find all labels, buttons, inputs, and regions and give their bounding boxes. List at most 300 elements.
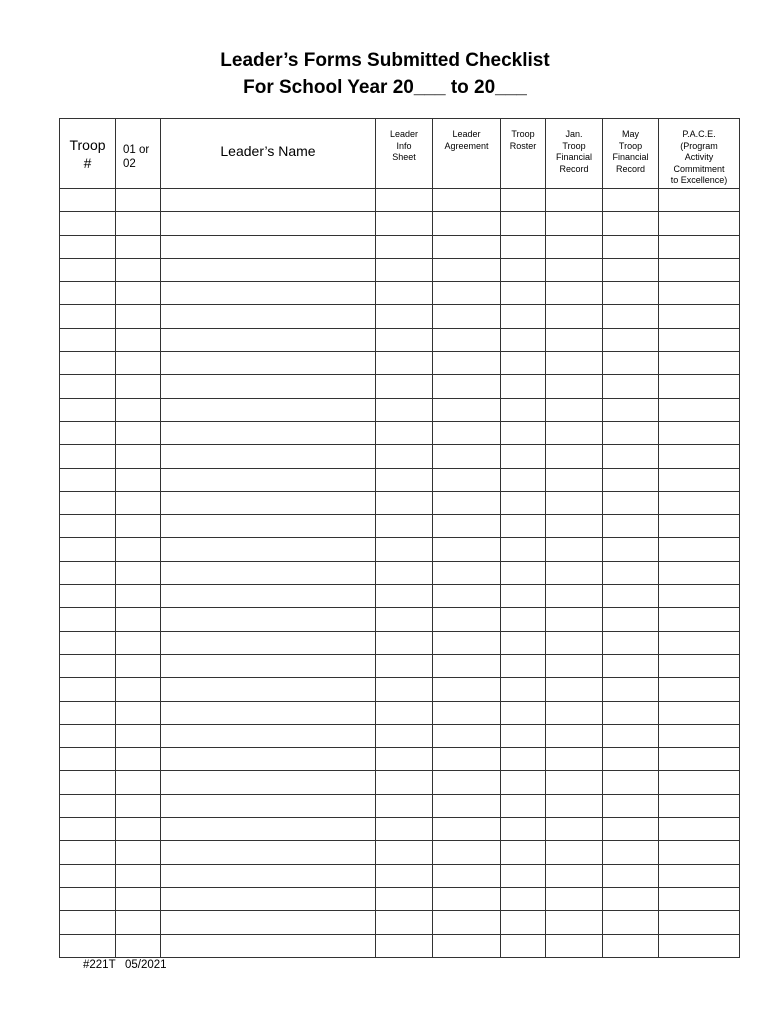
cell-01-or-02[interactable]	[116, 864, 161, 887]
cell-pace[interactable]	[659, 794, 740, 817]
cell-troop-roster[interactable]	[501, 911, 546, 934]
cell-may-financial-record[interactable]	[603, 748, 659, 771]
cell-pace[interactable]	[659, 305, 740, 328]
cell-jan-financial-record[interactable]	[546, 305, 603, 328]
cell-troop-number[interactable]	[60, 212, 116, 235]
cell-leader-agreement[interactable]	[433, 654, 501, 677]
cell-leader-agreement[interactable]	[433, 328, 501, 351]
cell-leader-agreement[interactable]	[433, 911, 501, 934]
cell-leader-agreement[interactable]	[433, 421, 501, 444]
cell-leaders-name[interactable]	[161, 911, 376, 934]
cell-pace[interactable]	[659, 235, 740, 258]
cell-leader-agreement[interactable]	[433, 515, 501, 538]
cell-troop-roster[interactable]	[501, 189, 546, 212]
cell-leader-agreement[interactable]	[433, 934, 501, 957]
cell-01-or-02[interactable]	[116, 328, 161, 351]
cell-01-or-02[interactable]	[116, 235, 161, 258]
cell-may-financial-record[interactable]	[603, 352, 659, 375]
cell-pace[interactable]	[659, 771, 740, 794]
cell-troop-roster[interactable]	[501, 654, 546, 677]
cell-01-or-02[interactable]	[116, 631, 161, 654]
cell-may-financial-record[interactable]	[603, 608, 659, 631]
cell-leader-info-sheet[interactable]	[376, 585, 433, 608]
cell-leaders-name[interactable]	[161, 864, 376, 887]
cell-leader-info-sheet[interactable]	[376, 887, 433, 910]
cell-troop-number[interactable]	[60, 375, 116, 398]
cell-may-financial-record[interactable]	[603, 538, 659, 561]
cell-troop-roster[interactable]	[501, 212, 546, 235]
cell-leader-agreement[interactable]	[433, 678, 501, 701]
cell-leader-agreement[interactable]	[433, 445, 501, 468]
cell-01-or-02[interactable]	[116, 748, 161, 771]
cell-01-or-02[interactable]	[116, 608, 161, 631]
cell-leaders-name[interactable]	[161, 818, 376, 841]
cell-pace[interactable]	[659, 258, 740, 281]
cell-may-financial-record[interactable]	[603, 934, 659, 957]
cell-leaders-name[interactable]	[161, 561, 376, 584]
cell-troop-number[interactable]	[60, 282, 116, 305]
cell-leader-info-sheet[interactable]	[376, 748, 433, 771]
cell-pace[interactable]	[659, 561, 740, 584]
cell-troop-roster[interactable]	[501, 864, 546, 887]
cell-pace[interactable]	[659, 724, 740, 747]
cell-pace[interactable]	[659, 818, 740, 841]
cell-01-or-02[interactable]	[116, 771, 161, 794]
cell-troop-number[interactable]	[60, 841, 116, 864]
cell-leaders-name[interactable]	[161, 235, 376, 258]
cell-01-or-02[interactable]	[116, 911, 161, 934]
cell-leaders-name[interactable]	[161, 189, 376, 212]
cell-troop-number[interactable]	[60, 724, 116, 747]
cell-leader-agreement[interactable]	[433, 375, 501, 398]
table-row	[60, 212, 740, 235]
cell-leader-info-sheet[interactable]	[376, 212, 433, 235]
cell-troop-number[interactable]	[60, 794, 116, 817]
cell-may-financial-record[interactable]	[603, 887, 659, 910]
cell-may-financial-record[interactable]	[603, 328, 659, 351]
cell-troop-number[interactable]	[60, 235, 116, 258]
cell-leader-info-sheet[interactable]	[376, 818, 433, 841]
cell-pace[interactable]	[659, 328, 740, 351]
cell-leaders-name[interactable]	[161, 701, 376, 724]
cell-pace[interactable]	[659, 934, 740, 957]
cell-leader-info-sheet[interactable]	[376, 189, 433, 212]
cell-troop-number[interactable]	[60, 421, 116, 444]
cell-leaders-name[interactable]	[161, 305, 376, 328]
cell-pace[interactable]	[659, 445, 740, 468]
cell-leader-info-sheet[interactable]	[376, 678, 433, 701]
cell-pace[interactable]	[659, 375, 740, 398]
cell-jan-financial-record[interactable]	[546, 398, 603, 421]
cell-troop-number[interactable]	[60, 631, 116, 654]
cell-01-or-02[interactable]	[116, 515, 161, 538]
cell-troop-roster[interactable]	[501, 258, 546, 281]
cell-01-or-02[interactable]	[116, 538, 161, 561]
cell-leader-info-sheet[interactable]	[376, 631, 433, 654]
cell-leader-info-sheet[interactable]	[376, 421, 433, 444]
cell-jan-financial-record[interactable]	[546, 538, 603, 561]
cell-jan-financial-record[interactable]	[546, 445, 603, 468]
cell-leader-agreement[interactable]	[433, 887, 501, 910]
cell-troop-roster[interactable]	[501, 934, 546, 957]
cell-jan-financial-record[interactable]	[546, 887, 603, 910]
cell-jan-financial-record[interactable]	[546, 585, 603, 608]
cell-troop-roster[interactable]	[501, 445, 546, 468]
cell-may-financial-record[interactable]	[603, 561, 659, 584]
cell-troop-number[interactable]	[60, 352, 116, 375]
cell-troop-number[interactable]	[60, 818, 116, 841]
cell-jan-financial-record[interactable]	[546, 352, 603, 375]
cell-01-or-02[interactable]	[116, 841, 161, 864]
cell-troop-roster[interactable]	[501, 818, 546, 841]
cell-jan-financial-record[interactable]	[546, 189, 603, 212]
cell-leader-info-sheet[interactable]	[376, 841, 433, 864]
cell-troop-number[interactable]	[60, 561, 116, 584]
cell-troop-roster[interactable]	[501, 887, 546, 910]
cell-jan-financial-record[interactable]	[546, 282, 603, 305]
cell-troop-number[interactable]	[60, 189, 116, 212]
cell-leader-info-sheet[interactable]	[376, 468, 433, 491]
cell-jan-financial-record[interactable]	[546, 468, 603, 491]
cell-jan-financial-record[interactable]	[546, 491, 603, 514]
cell-leader-agreement[interactable]	[433, 258, 501, 281]
cell-pace[interactable]	[659, 421, 740, 444]
cell-pace[interactable]	[659, 468, 740, 491]
cell-leader-agreement[interactable]	[433, 561, 501, 584]
cell-jan-financial-record[interactable]	[546, 561, 603, 584]
cell-pace[interactable]	[659, 864, 740, 887]
cell-leader-info-sheet[interactable]	[376, 911, 433, 934]
cell-leader-agreement[interactable]	[433, 818, 501, 841]
cell-leader-agreement[interactable]	[433, 538, 501, 561]
cell-troop-roster[interactable]	[501, 794, 546, 817]
cell-leader-info-sheet[interactable]	[376, 305, 433, 328]
cell-troop-number[interactable]	[60, 305, 116, 328]
cell-pace[interactable]	[659, 398, 740, 421]
cell-troop-number[interactable]	[60, 654, 116, 677]
cell-leader-info-sheet[interactable]	[376, 398, 433, 421]
cell-leader-agreement[interactable]	[433, 585, 501, 608]
cell-troop-number[interactable]	[60, 538, 116, 561]
cell-leaders-name[interactable]	[161, 748, 376, 771]
cell-leader-agreement[interactable]	[433, 398, 501, 421]
cell-troop-roster[interactable]	[501, 235, 546, 258]
cell-leader-agreement[interactable]	[433, 305, 501, 328]
cell-leaders-name[interactable]	[161, 934, 376, 957]
cell-may-financial-record[interactable]	[603, 445, 659, 468]
cell-may-financial-record[interactable]	[603, 189, 659, 212]
cell-leader-agreement[interactable]	[433, 282, 501, 305]
cell-pace[interactable]	[659, 515, 740, 538]
cell-troop-roster[interactable]	[501, 678, 546, 701]
cell-01-or-02[interactable]	[116, 468, 161, 491]
cell-jan-financial-record[interactable]	[546, 235, 603, 258]
cell-pace[interactable]	[659, 608, 740, 631]
cell-leader-info-sheet[interactable]	[376, 445, 433, 468]
cell-01-or-02[interactable]	[116, 398, 161, 421]
cell-leader-agreement[interactable]	[433, 468, 501, 491]
cell-jan-financial-record[interactable]	[546, 258, 603, 281]
cell-troop-roster[interactable]	[501, 724, 546, 747]
cell-pace[interactable]	[659, 887, 740, 910]
cell-jan-financial-record[interactable]	[546, 375, 603, 398]
cell-may-financial-record[interactable]	[603, 818, 659, 841]
cell-may-financial-record[interactable]	[603, 678, 659, 701]
cell-leaders-name[interactable]	[161, 212, 376, 235]
cell-leader-info-sheet[interactable]	[376, 864, 433, 887]
cell-leader-info-sheet[interactable]	[376, 934, 433, 957]
cell-jan-financial-record[interactable]	[546, 701, 603, 724]
cell-pace[interactable]	[659, 678, 740, 701]
cell-pace[interactable]	[659, 841, 740, 864]
cell-leader-info-sheet[interactable]	[376, 654, 433, 677]
cell-01-or-02[interactable]	[116, 352, 161, 375]
cell-troop-roster[interactable]	[501, 352, 546, 375]
cell-leader-agreement[interactable]	[433, 491, 501, 514]
cell-pace[interactable]	[659, 748, 740, 771]
cell-01-or-02[interactable]	[116, 724, 161, 747]
cell-troop-roster[interactable]	[501, 631, 546, 654]
cell-troop-roster[interactable]	[501, 468, 546, 491]
cell-troop-number[interactable]	[60, 864, 116, 887]
cell-leaders-name[interactable]	[161, 258, 376, 281]
cell-pace[interactable]	[659, 352, 740, 375]
cell-leader-agreement[interactable]	[433, 212, 501, 235]
cell-jan-financial-record[interactable]	[546, 421, 603, 444]
cell-leader-info-sheet[interactable]	[376, 375, 433, 398]
cell-leader-info-sheet[interactable]	[376, 794, 433, 817]
cell-01-or-02[interactable]	[116, 212, 161, 235]
cell-jan-financial-record[interactable]	[546, 724, 603, 747]
cell-jan-financial-record[interactable]	[546, 818, 603, 841]
cell-may-financial-record[interactable]	[603, 421, 659, 444]
cell-may-financial-record[interactable]	[603, 491, 659, 514]
cell-may-financial-record[interactable]	[603, 375, 659, 398]
cell-leader-agreement[interactable]	[433, 235, 501, 258]
cell-may-financial-record[interactable]	[603, 468, 659, 491]
cell-leaders-name[interactable]	[161, 468, 376, 491]
cell-leaders-name[interactable]	[161, 585, 376, 608]
cell-leader-agreement[interactable]	[433, 748, 501, 771]
cell-troop-number[interactable]	[60, 328, 116, 351]
table-row	[60, 561, 740, 584]
cell-troop-roster[interactable]	[501, 585, 546, 608]
cell-jan-financial-record[interactable]	[546, 864, 603, 887]
cell-leader-info-sheet[interactable]	[376, 701, 433, 724]
cell-leader-agreement[interactable]	[433, 841, 501, 864]
cell-troop-number[interactable]	[60, 678, 116, 701]
cell-01-or-02[interactable]	[116, 654, 161, 677]
cell-pace[interactable]	[659, 701, 740, 724]
cell-leaders-name[interactable]	[161, 654, 376, 677]
cell-may-financial-record[interactable]	[603, 771, 659, 794]
cell-troop-number[interactable]	[60, 911, 116, 934]
cell-troop-number[interactable]	[60, 748, 116, 771]
cell-troop-number[interactable]	[60, 585, 116, 608]
cell-01-or-02[interactable]	[116, 701, 161, 724]
cell-pace[interactable]	[659, 491, 740, 514]
cell-may-financial-record[interactable]	[603, 585, 659, 608]
cell-jan-financial-record[interactable]	[546, 794, 603, 817]
cell-leader-info-sheet[interactable]	[376, 608, 433, 631]
cell-leaders-name[interactable]	[161, 841, 376, 864]
cell-jan-financial-record[interactable]	[546, 771, 603, 794]
cell-troop-roster[interactable]	[501, 515, 546, 538]
cell-01-or-02[interactable]	[116, 258, 161, 281]
cell-leader-info-sheet[interactable]	[376, 538, 433, 561]
cell-troop-number[interactable]	[60, 515, 116, 538]
cell-01-or-02[interactable]	[116, 794, 161, 817]
cell-leaders-name[interactable]	[161, 398, 376, 421]
cell-jan-financial-record[interactable]	[546, 934, 603, 957]
cell-jan-financial-record[interactable]	[546, 911, 603, 934]
cell-01-or-02[interactable]	[116, 491, 161, 514]
cell-troop-number[interactable]	[60, 445, 116, 468]
cell-01-or-02[interactable]	[116, 561, 161, 584]
cell-may-financial-record[interactable]	[603, 724, 659, 747]
cell-jan-financial-record[interactable]	[546, 678, 603, 701]
cell-leader-info-sheet[interactable]	[376, 561, 433, 584]
cell-pace[interactable]	[659, 189, 740, 212]
cell-may-financial-record[interactable]	[603, 654, 659, 677]
cell-leaders-name[interactable]	[161, 771, 376, 794]
cell-troop-number[interactable]	[60, 934, 116, 957]
cell-may-financial-record[interactable]	[603, 841, 659, 864]
cell-01-or-02[interactable]	[116, 887, 161, 910]
cell-troop-roster[interactable]	[501, 841, 546, 864]
cell-troop-roster[interactable]	[501, 561, 546, 584]
cell-may-financial-record[interactable]	[603, 864, 659, 887]
cell-pace[interactable]	[659, 631, 740, 654]
cell-leaders-name[interactable]	[161, 491, 376, 514]
cell-jan-financial-record[interactable]	[546, 608, 603, 631]
cell-troop-roster[interactable]	[501, 375, 546, 398]
cell-pace[interactable]	[659, 585, 740, 608]
cell-troop-roster[interactable]	[501, 421, 546, 444]
cell-leaders-name[interactable]	[161, 282, 376, 305]
cell-troop-roster[interactable]	[501, 608, 546, 631]
cell-leaders-name[interactable]	[161, 724, 376, 747]
cell-leader-agreement[interactable]	[433, 771, 501, 794]
cell-may-financial-record[interactable]	[603, 282, 659, 305]
cell-leader-info-sheet[interactable]	[376, 491, 433, 514]
cell-leader-agreement[interactable]	[433, 724, 501, 747]
cell-leaders-name[interactable]	[161, 538, 376, 561]
cell-jan-financial-record[interactable]	[546, 654, 603, 677]
cell-leader-agreement[interactable]	[433, 794, 501, 817]
cell-may-financial-record[interactable]	[603, 258, 659, 281]
cell-troop-number[interactable]	[60, 491, 116, 514]
cell-01-or-02[interactable]	[116, 445, 161, 468]
cell-01-or-02[interactable]	[116, 305, 161, 328]
cell-jan-financial-record[interactable]	[546, 748, 603, 771]
cell-leader-agreement[interactable]	[433, 352, 501, 375]
cell-troop-number[interactable]	[60, 701, 116, 724]
cell-may-financial-record[interactable]	[603, 794, 659, 817]
cell-leader-agreement[interactable]	[433, 631, 501, 654]
cell-may-financial-record[interactable]	[603, 305, 659, 328]
cell-may-financial-record[interactable]	[603, 701, 659, 724]
cell-pace[interactable]	[659, 654, 740, 677]
cell-leader-info-sheet[interactable]	[376, 771, 433, 794]
cell-leader-info-sheet[interactable]	[376, 352, 433, 375]
cell-leaders-name[interactable]	[161, 421, 376, 444]
cell-leaders-name[interactable]	[161, 794, 376, 817]
cell-leader-agreement[interactable]	[433, 189, 501, 212]
cell-01-or-02[interactable]	[116, 585, 161, 608]
cell-leader-info-sheet[interactable]	[376, 515, 433, 538]
cell-jan-financial-record[interactable]	[546, 515, 603, 538]
cell-01-or-02[interactable]	[116, 189, 161, 212]
cell-jan-financial-record[interactable]	[546, 328, 603, 351]
cell-pace[interactable]	[659, 538, 740, 561]
cell-troop-number[interactable]	[60, 771, 116, 794]
cell-leader-info-sheet[interactable]	[376, 235, 433, 258]
cell-troop-roster[interactable]	[501, 748, 546, 771]
cell-troop-roster[interactable]	[501, 538, 546, 561]
cell-troop-roster[interactable]	[501, 398, 546, 421]
cell-troop-number[interactable]	[60, 468, 116, 491]
cell-01-or-02[interactable]	[116, 375, 161, 398]
cell-troop-roster[interactable]	[501, 491, 546, 514]
cell-01-or-02[interactable]	[116, 678, 161, 701]
table-row	[60, 189, 740, 212]
cell-leader-agreement[interactable]	[433, 701, 501, 724]
cell-troop-number[interactable]	[60, 608, 116, 631]
cell-leader-info-sheet[interactable]	[376, 258, 433, 281]
cell-troop-roster[interactable]	[501, 701, 546, 724]
cell-leader-agreement[interactable]	[433, 608, 501, 631]
cell-troop-roster[interactable]	[501, 328, 546, 351]
cell-01-or-02[interactable]	[116, 818, 161, 841]
cell-may-financial-record[interactable]	[603, 398, 659, 421]
cell-may-financial-record[interactable]	[603, 911, 659, 934]
cell-troop-roster[interactable]	[501, 282, 546, 305]
cell-jan-financial-record[interactable]	[546, 212, 603, 235]
cell-leaders-name[interactable]	[161, 515, 376, 538]
cell-may-financial-record[interactable]	[603, 212, 659, 235]
cell-troop-number[interactable]	[60, 887, 116, 910]
cell-leader-agreement[interactable]	[433, 864, 501, 887]
cell-jan-financial-record[interactable]	[546, 841, 603, 864]
cell-leaders-name[interactable]	[161, 678, 376, 701]
cell-leaders-name[interactable]	[161, 375, 376, 398]
cell-leaders-name[interactable]	[161, 887, 376, 910]
cell-pace[interactable]	[659, 282, 740, 305]
cell-leader-info-sheet[interactable]	[376, 724, 433, 747]
cell-leader-info-sheet[interactable]	[376, 328, 433, 351]
cell-may-financial-record[interactable]	[603, 515, 659, 538]
cell-01-or-02[interactable]	[116, 934, 161, 957]
cell-leaders-name[interactable]	[161, 631, 376, 654]
cell-leaders-name[interactable]	[161, 608, 376, 631]
cell-troop-number[interactable]	[60, 398, 116, 421]
cell-leaders-name[interactable]	[161, 445, 376, 468]
cell-jan-financial-record[interactable]	[546, 631, 603, 654]
cell-pace[interactable]	[659, 911, 740, 934]
cell-troop-number[interactable]	[60, 258, 116, 281]
cell-leader-info-sheet[interactable]	[376, 282, 433, 305]
cell-leaders-name[interactable]	[161, 328, 376, 351]
cell-01-or-02[interactable]	[116, 282, 161, 305]
cell-troop-roster[interactable]	[501, 305, 546, 328]
cell-01-or-02[interactable]	[116, 421, 161, 444]
cell-troop-roster[interactable]	[501, 771, 546, 794]
cell-leaders-name[interactable]	[161, 352, 376, 375]
cell-may-financial-record[interactable]	[603, 235, 659, 258]
cell-pace[interactable]	[659, 212, 740, 235]
cell-may-financial-record[interactable]	[603, 631, 659, 654]
